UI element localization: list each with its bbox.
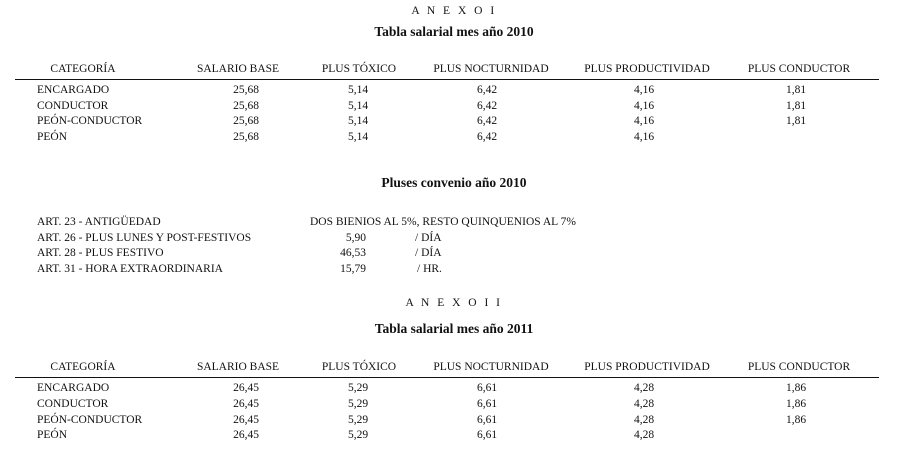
plus-label: ART. 28 - PLUS FESTIVO (37, 247, 164, 259)
cell-salario-base: 25,68 (233, 84, 259, 96)
plus-label: ART. 23 - ANTIGÜEDAD (37, 216, 161, 228)
col-header-salario-base: SALARIO BASE (196, 63, 280, 75)
plus-label: ART. 31 - HORA EXTRAORDINARIA (37, 263, 223, 275)
cell-plus-nocturnidad: 6,42 (476, 84, 498, 96)
cell-plus-conductor: 1,81 (785, 84, 807, 96)
col-header-plus-toxico: PLUS TÓXICO (321, 361, 397, 373)
cell-plus-toxico: 5,14 (347, 115, 369, 127)
cell-salario-base: 26,45 (233, 382, 259, 394)
pluses-title: Pluses convenio año 2010 (381, 175, 527, 190)
col-header-categoria: CATEGORÍA (50, 63, 116, 75)
anexo-1-heading: A N E X O I (411, 5, 497, 17)
col-header-plus-productividad: PLUS PRODUCTIVIDAD (584, 361, 710, 373)
cell-salario-base: 25,68 (233, 115, 259, 127)
col-header-plus-nocturnidad: PLUS NOCTURNIDAD (433, 361, 549, 373)
cell-plus-nocturnidad: 6,42 (476, 115, 498, 127)
plus-value: DOS BIENIOS AL 5%, RESTO QUINQUENIOS AL 7% (310, 216, 576, 228)
row-category: ENCARGADO (37, 382, 110, 394)
plus-unit: / DÍA (415, 247, 442, 259)
cell-plus-toxico: 5,29 (347, 382, 369, 394)
cell-plus-productividad: 4,16 (633, 115, 655, 127)
plus-unit: / DÍA (415, 232, 442, 244)
cell-plus-productividad: 4,28 (633, 414, 655, 426)
table-header-rule (15, 79, 879, 80)
row-category: PEÓN (37, 429, 68, 441)
col-header-plus-toxico: PLUS TÓXICO (321, 63, 397, 75)
cell-plus-productividad: 4,16 (633, 100, 655, 112)
cell-plus-nocturnidad: 6,42 (476, 131, 498, 143)
cell-plus-productividad: 4,28 (633, 398, 655, 410)
cell-salario-base: 26,45 (233, 414, 259, 426)
row-category: PEÓN-CONDUCTOR (37, 414, 143, 426)
col-header-plus-productividad: PLUS PRODUCTIVIDAD (584, 63, 710, 75)
cell-plus-toxico: 5,14 (347, 84, 369, 96)
cell-salario-base: 25,68 (233, 100, 259, 112)
cell-plus-productividad: 4,16 (633, 84, 655, 96)
anexo-1-title: Tabla salarial mes año 2010 (374, 24, 534, 39)
cell-plus-conductor: 1,86 (785, 382, 807, 394)
cell-plus-conductor: 1,81 (785, 100, 807, 112)
cell-salario-base: 26,45 (233, 398, 259, 410)
cell-plus-toxico: 5,14 (347, 100, 369, 112)
row-category: PEÓN-CONDUCTOR (37, 115, 143, 127)
cell-plus-toxico: 5,29 (347, 398, 369, 410)
plus-label: ART. 26 - PLUS LUNES Y POST-FESTIVOS (37, 232, 252, 244)
cell-plus-nocturnidad: 6,61 (476, 398, 498, 410)
cell-plus-nocturnidad: 6,42 (476, 100, 498, 112)
row-category: ENCARGADO (37, 84, 110, 96)
col-header-categoria: CATEGORÍA (50, 361, 116, 373)
cell-plus-productividad: 4,28 (633, 429, 655, 441)
col-header-plus-conductor: PLUS CONDUCTOR (747, 63, 851, 75)
cell-salario-base: 26,45 (233, 429, 259, 441)
anexo-2-heading: A N E X O I I (405, 297, 503, 309)
cell-plus-productividad: 4,16 (633, 131, 655, 143)
col-header-plus-nocturnidad: PLUS NOCTURNIDAD (433, 63, 549, 75)
cell-plus-toxico: 5,29 (347, 414, 369, 426)
plus-value: 5,90 (345, 232, 366, 244)
cell-plus-conductor: 1,86 (785, 398, 807, 410)
cell-salario-base: 25,68 (233, 131, 259, 143)
cell-plus-toxico: 5,29 (347, 429, 369, 441)
cell-plus-nocturnidad: 6,61 (476, 429, 498, 441)
row-category: PEÓN (37, 131, 68, 143)
table-header-rule (15, 377, 879, 378)
anexo-2-title: Tabla salarial mes año 2011 (374, 321, 534, 336)
cell-plus-nocturnidad: 6,61 (476, 382, 498, 394)
plus-value: 15,79 (340, 263, 366, 275)
cell-plus-nocturnidad: 6,61 (476, 414, 498, 426)
plus-unit: / HR. (417, 263, 442, 275)
cell-plus-productividad: 4,28 (633, 382, 655, 394)
cell-plus-toxico: 5,14 (347, 131, 369, 143)
col-header-plus-conductor: PLUS CONDUCTOR (747, 361, 851, 373)
row-category: CONDUCTOR (37, 398, 109, 410)
cell-plus-conductor: 1,81 (785, 115, 807, 127)
cell-plus-conductor: 1,86 (785, 414, 807, 426)
plus-value: 46,53 (340, 247, 366, 259)
row-category: CONDUCTOR (37, 100, 109, 112)
col-header-salario-base: SALARIO BASE (196, 361, 280, 373)
